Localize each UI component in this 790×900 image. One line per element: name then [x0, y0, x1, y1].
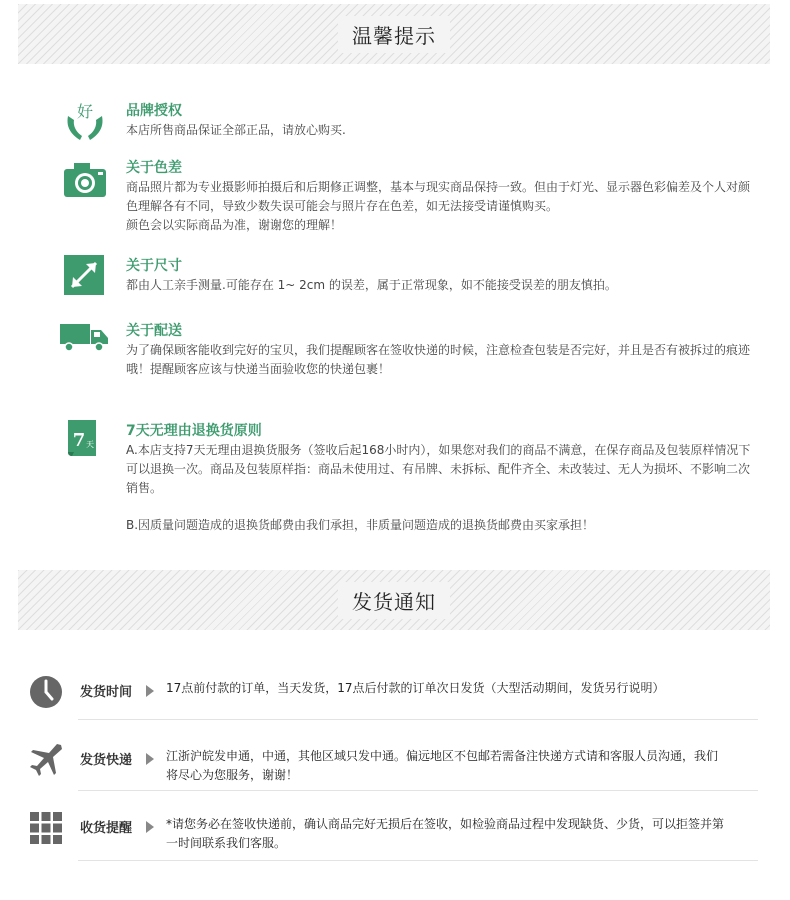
arrow-right-icon: [146, 753, 154, 765]
tips-title: 温馨提示: [338, 16, 450, 53]
ship-label: 收货提醒: [80, 821, 133, 836]
svg-text:好: 好: [76, 102, 94, 121]
tip-title: 关于配送: [126, 323, 182, 339]
shipping-title: 发货通知: [338, 582, 450, 619]
grid-icon: [28, 810, 64, 846]
divider: [78, 719, 758, 720]
airplane-icon: [28, 742, 64, 778]
svg-text:7: 7: [72, 430, 86, 451]
svg-text:天: 天: [86, 440, 94, 449]
tip-title: 关于尺寸: [126, 258, 182, 274]
tips-banner: [18, 4, 770, 64]
measure-arrow-icon: [60, 255, 110, 301]
tip-title: 7天无理由退换货原则: [126, 423, 262, 439]
camera-icon: [60, 157, 110, 203]
tip-body: 商品照片都为专业摄影师拍摄后和后期修正调整，基本与现实商品保持一致。但由于灯光、显示器色彩偏差及个人对颜色理解各有不同，导致少数失误可能会与照片存在色差，如无法接受请谨慎购买。 颜色会以实际商品为准，谢谢您的理解！: [126, 180, 751, 232]
divider: [78, 860, 758, 861]
arrow-right-icon: [146, 685, 154, 697]
clock-icon: [28, 674, 64, 710]
shipping-banner: [18, 570, 770, 630]
ship-label: 发货快递: [80, 753, 133, 768]
good-hands-icon: [60, 100, 110, 146]
tip-title: 关于色差: [126, 160, 182, 176]
ship-label: 发货时间: [80, 685, 133, 700]
seven-day-calendar-icon: [60, 420, 110, 466]
tip-body: 为了确保顾客能收到完好的宝贝，我们提醒顾客在签收快递的时候，注意检查包装是否完好，并且是否有被拆过的痕迹哦！提醒顾客应该与快递当面验收您的快递包裹！: [126, 343, 751, 376]
divider: [78, 790, 758, 791]
ship-text: *请您务必在签收快递前，确认商品完好无损后在签收，如检验商品过程中发现缺货、少货，可以拒签并第一时间联系我们客服。: [166, 817, 725, 850]
tip-body: 都由人工亲手测量.可能存在 1~ 2cm 的误差，属于正常现象，如不能接受误差的朋友慎拍。: [126, 278, 617, 292]
tip-body: A.本店支持7天无理由退换货服务（签收后起168小时内），如果您对我们的商品不满意，在保存商品及包装原样情况下可以退换一次。商品及包装原样指：商品未使用过、有吊牌、未拆标、配件齐全、未改装过、无人为损坏、不影响二次销售。 B.因质量问题造成的退换货邮费由我们承担，非质量问题造成的退换货邮费由买家承担！: [126, 443, 751, 532]
tip-title: 品牌授权: [126, 103, 182, 119]
arrow-right-icon: [146, 821, 154, 833]
ship-text: 17点前付款的订单，当天发货，17点后付款的订单次日发货（大型活动期间，发货另行说明）: [166, 681, 665, 695]
delivery-truck-icon: [60, 320, 110, 366]
ship-text: 江浙沪皖发申通，中通，其他区域只发中通。偏远地区不包邮若需备注快递方式请和客服人员沟通，我们将尽心为您服务，谢谢！: [166, 749, 719, 782]
tip-body: 本店所售商品保证全部正品，请放心购买.: [126, 123, 346, 137]
